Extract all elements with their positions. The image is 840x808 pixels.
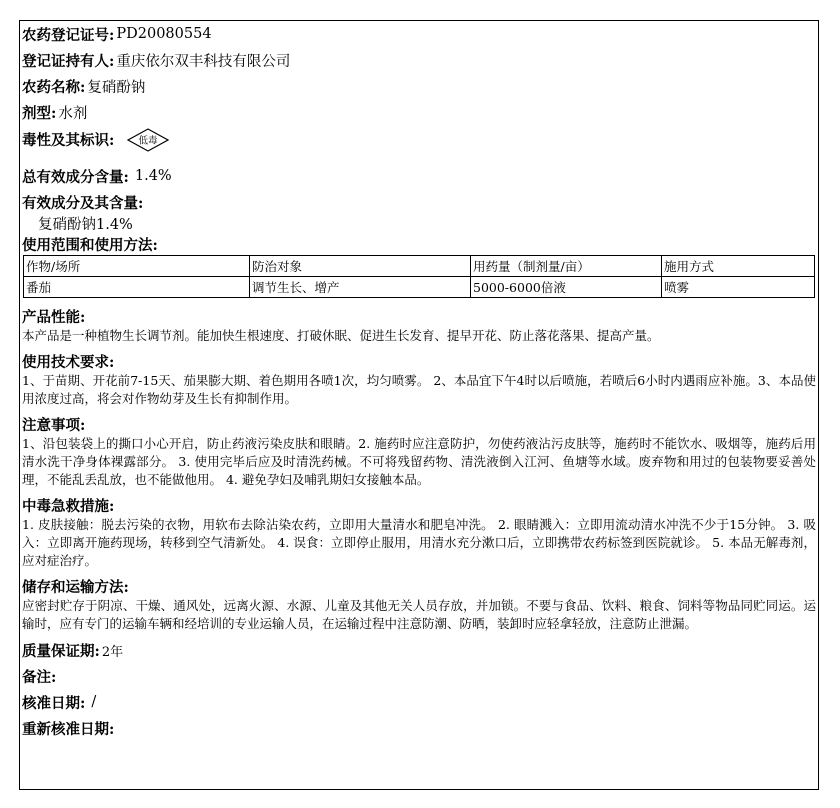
form-row [22, 99, 816, 125]
total-content-row [22, 161, 816, 191]
table-row [24, 277, 815, 298]
performance-text: 本产品是一种植物生长调节剂。能加快生根速度、打破休眠、促进生长发育、提早开花、防止落花落果、提高产量。 [22, 328, 660, 343]
reg-no-label: 农药登记证号: [22, 26, 115, 44]
firstaid-section [22, 495, 816, 570]
ingredients-row [22, 191, 816, 213]
name-value: 复硝酚钠 [87, 79, 146, 96]
approve-date-label: 核准日期: [22, 694, 86, 712]
total-content-label: 总有效成分含量: [22, 168, 129, 186]
approve-date-row [22, 689, 816, 715]
usage-label: 使用范围和使用方法: [22, 236, 158, 254]
usage-cell-method: 喷雾 [662, 277, 815, 298]
reg-no-value: PD20080554 [116, 26, 212, 42]
toxicity-row [22, 125, 816, 161]
form-label: 剂型: [22, 104, 57, 122]
usage-title-row [22, 233, 816, 255]
tech-section [22, 351, 816, 408]
storage-title: 储存和运输方法: [22, 579, 129, 596]
usage-header-dosage: 用药量（制剂量/亩） [471, 256, 662, 277]
ingredients-label: 有效成分及其含量: [22, 194, 144, 212]
holder-label: 登记证持有人: [22, 52, 115, 70]
total-content-value: 1.4% [134, 168, 172, 184]
usage-cell-crop: 番茄 [24, 277, 250, 298]
toxicity-label: 毒性及其标识: [22, 132, 115, 149]
label-document [19, 20, 819, 790]
usage-cell-dosage: 5000-6000倍液 [471, 277, 662, 298]
reapprove-date-label: 重新核准日期: [22, 720, 115, 738]
performance-section [22, 306, 816, 345]
form-value: 水剂 [58, 105, 88, 122]
remark-row [22, 663, 816, 689]
usage-header-method: 施用方式 [662, 256, 815, 277]
storage-section [22, 576, 816, 633]
ingredients-value-row [22, 213, 816, 233]
usage-cell-target: 调节生长、增产 [250, 277, 471, 298]
remark-label: 备注: [22, 668, 57, 686]
tech-text: 1、于苗期、开花前7-15天、茄果膨大期、着色期用各喷1次，均匀喷雾。 2、本品宜下午4时以后喷施，若喷后6小时内遇雨应补施。3、本品使用浓度过高，将会对作物幼芽及生长有抑制作用。 [22, 373, 816, 406]
holder-row [22, 47, 816, 73]
diamond-toxicity-icon [126, 127, 170, 151]
reg-no-row [22, 21, 816, 47]
storage-text: 应密封贮存于阴凉、干燥、通风处，远离火源、水源、儿童及其他无关人员存放，并加锁。不要与食品、饮料、粮食、饲料等物品同贮同运。运输时，应有专门的运输车辆和经培训的专业运输人员，在运输过程中注意防潮、防晒，装卸时应轻拿轻放，注意防止泄漏。 [22, 598, 816, 631]
warranty-row [22, 637, 816, 663]
performance-title: 产品性能: [22, 309, 86, 326]
toxicity-badge-text: 低毒 [138, 135, 158, 147]
firstaid-text: 1. 皮肤接触：脱去污染的衣物，用软布去除沾染农药，立即用大量清水和肥皂冲洗。 2. 眼睛溅入：立即用流动清水冲洗不少于15分钟。 3. 吸入：立即离开施药现场，转移到空气清新处。 4. 误食：立即停止服用，用清水充分漱口后，立即携带农药标签到医院就诊。 5. 本品无解毒剂，应对症治疗。 [22, 517, 816, 568]
ingredients-value: 复硝酚钠1.4% [38, 216, 133, 233]
warranty-label: 质量保证期: [22, 642, 100, 660]
usage-header-target: 防治对象 [250, 256, 471, 277]
usage-header-row [24, 256, 815, 277]
caution-text: 1、沿包装袋上的撕口小心开启，防止药液污染皮肤和眼睛。2. 施药时应注意防护，勿使药液沾污皮肤等，施药时不能饮水、吸烟等，施药后用清水洗干净身体裸露部分。 3. 使用完毕后应及时清洗药械。不可将残留药物、清洗液倒入江河、鱼塘等水域。废弃物和用过的包装物要妥善处理，不能乱丢乱放，也不能做他用。 4. 避免孕妇及哺乳期妇女接触本品。 [22, 436, 816, 487]
reapprove-date-row [22, 715, 816, 741]
firstaid-title: 中毒急救措施: [22, 498, 115, 515]
caution-section [22, 414, 816, 489]
name-label: 农药名称: [22, 78, 86, 96]
warranty-value: 2年 [101, 644, 124, 660]
holder-value: 重庆依尔双丰科技有限公司 [116, 53, 291, 70]
usage-header-crop: 作物/场所 [24, 256, 250, 277]
usage-table [23, 255, 815, 298]
approve-date-value: / [91, 694, 97, 710]
caution-title: 注意事项: [22, 417, 86, 434]
name-row [22, 73, 816, 99]
tech-title: 使用技术要求: [22, 354, 115, 371]
